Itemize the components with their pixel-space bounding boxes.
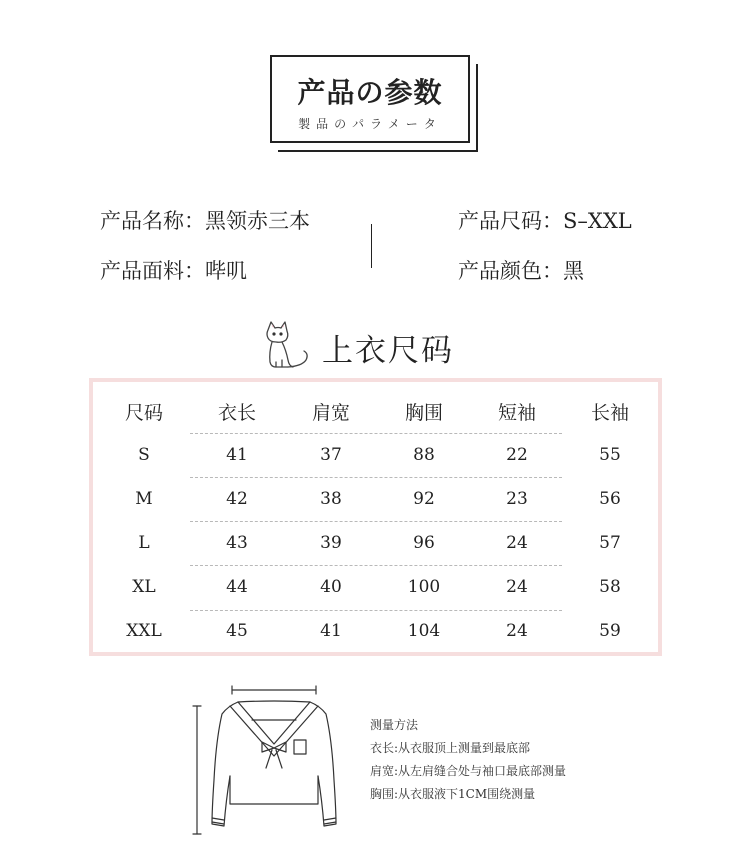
table-cell: 40 [320, 577, 342, 597]
header-cell: 尺码 [124, 402, 163, 424]
header-cell: 胸围 [404, 402, 443, 424]
title-box [270, 55, 470, 143]
param-color: 产品颜色：黑 [458, 259, 584, 283]
table-cell: 22 [506, 445, 528, 465]
page-title: 产品の参数 [297, 76, 443, 109]
table-cell: 41 [320, 621, 342, 641]
table-cell: L [138, 533, 150, 553]
table-cell: XL [132, 577, 156, 597]
table-cell: 96 [413, 533, 435, 553]
row-divider [190, 610, 562, 611]
table-cell: 88 [413, 445, 435, 465]
table-cell: 45 [226, 621, 248, 641]
table-cell: 37 [320, 445, 342, 465]
header-cell: 肩宽 [311, 402, 350, 424]
table-cell: 41 [226, 445, 248, 465]
table-cell: 43 [226, 533, 248, 553]
row-divider [190, 521, 562, 522]
measure-line: 衣长:从衣服顶上测量到最底部 [370, 741, 531, 755]
row-divider [190, 433, 562, 434]
param-divider [371, 224, 372, 268]
param-fabric: 产品面料：哔叽 [100, 259, 247, 283]
table-cell: S [138, 445, 150, 465]
header-cell: 短袖 [497, 402, 536, 424]
table-cell: 92 [413, 489, 435, 509]
header-cell: 衣长 [217, 402, 256, 424]
table-cell: 24 [506, 577, 528, 597]
table-cell: 23 [506, 489, 528, 509]
table-cell: 24 [506, 621, 528, 641]
table-cell: 104 [407, 621, 441, 641]
measure-title: 测量方法 [370, 718, 419, 732]
header-cell: 长袖 [590, 402, 629, 424]
table-cell: XXL [126, 621, 162, 641]
measure-line: 胸围:从衣服液下1CM围绕测量 [370, 787, 536, 801]
param-size: 产品尺码：S–XXL [458, 209, 632, 233]
cat-icon [258, 320, 314, 370]
table-cell: 56 [599, 489, 621, 509]
table-cell: 100 [407, 577, 441, 597]
row-divider [190, 477, 562, 478]
table-cell: 39 [320, 533, 342, 553]
table-cell: 38 [320, 489, 342, 509]
table-cell: 57 [599, 533, 621, 553]
row-divider [190, 565, 562, 566]
measure-line: 肩宽:从左肩缝合处与袖口最底部测量 [370, 764, 567, 778]
table-cell: 58 [599, 577, 621, 597]
table-cell: 55 [599, 445, 621, 465]
table-cell: 59 [599, 621, 621, 641]
table-cell: 44 [226, 577, 248, 597]
section-title: 上衣尺码 [322, 333, 454, 369]
table-cell: 24 [506, 533, 528, 553]
table-cell: 42 [226, 489, 248, 509]
table-cell: M [135, 489, 153, 509]
shirt-illustration [190, 680, 350, 840]
page-subtitle: 製品のパラメータ [298, 117, 442, 131]
param-name: 产品名称：黑领赤三本 [100, 209, 310, 233]
